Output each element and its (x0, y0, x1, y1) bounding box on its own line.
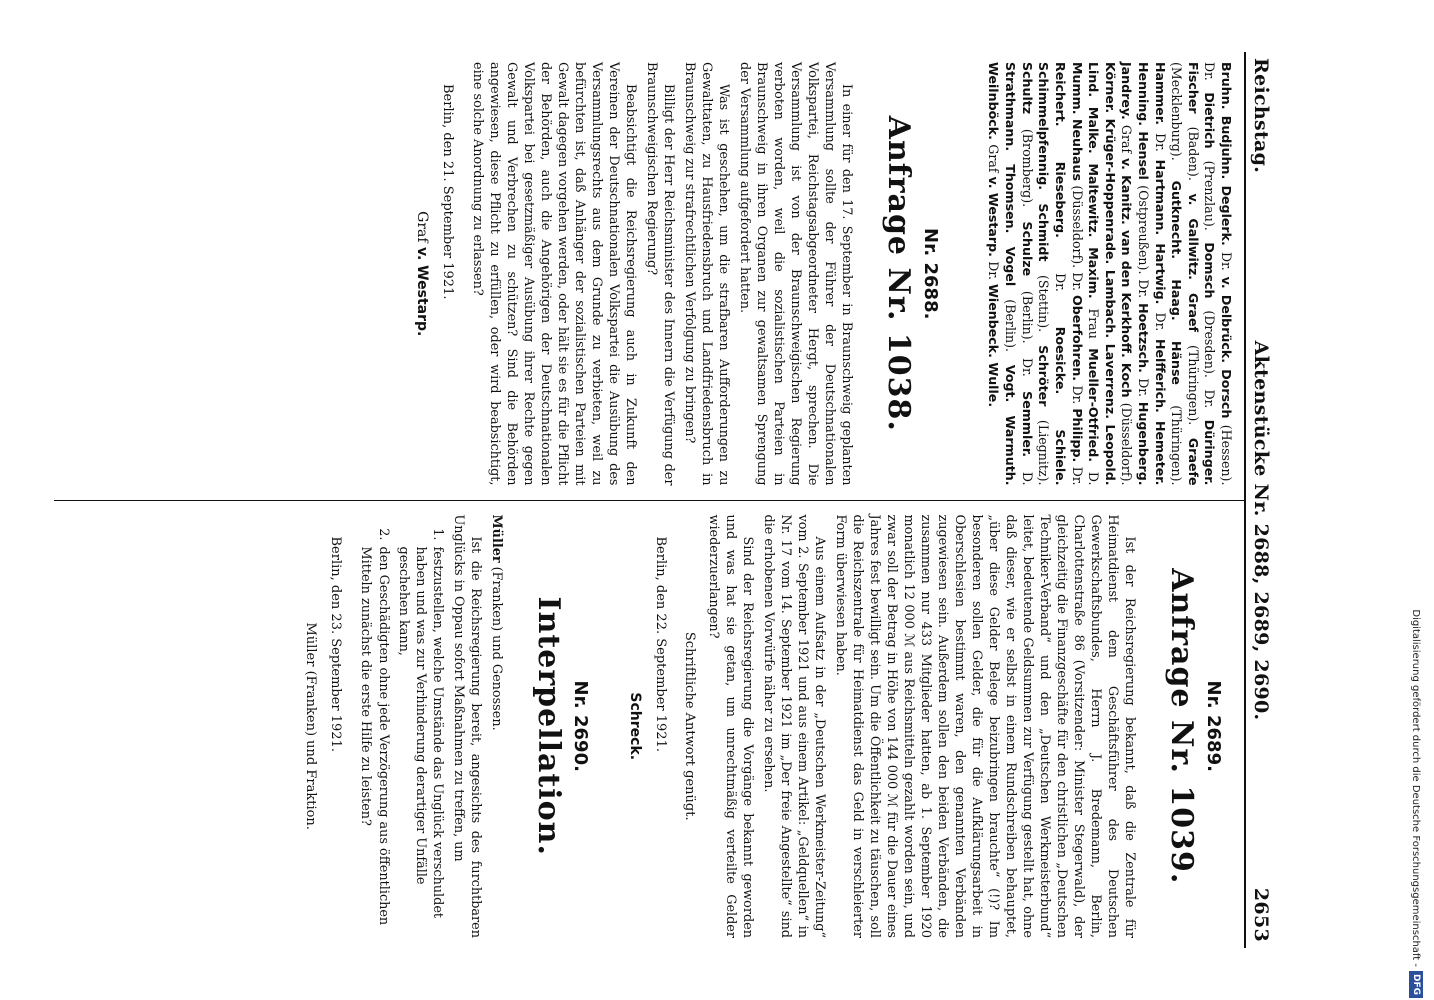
signatory-qualifier: Dr. (1069, 385, 1085, 409)
signatory-name: Körner. (1102, 62, 1118, 119)
signatory-name: Jandrey. (1119, 62, 1135, 125)
signatory-name: Hemeter. (1152, 420, 1168, 486)
paragraph: Ist die Reichsregierung bereit, angesichts des furchtbaren Unglücks in Oppau sofort Maßnahmen zu treffen, um (450, 514, 483, 938)
list-number: 1. (429, 528, 445, 541)
signatory-name: Schimmelpfennig. (1036, 62, 1052, 204)
paragraph: Aus einem Aufsatz in der „Deutschen Werkmeister-Zeitung“ vom 2. September 1921 und aus einem Artikel: „Geldquellen“ in Nr. 17 vom 14. September 1921 im „Der freie Angestellte“ sind die erhobenen Vorwürfe näher zu ersehen. (760, 514, 827, 938)
signatory-name: Bruhn. (1219, 62, 1234, 116)
signatory-name: Mumm. (1069, 62, 1085, 119)
signatory-qualifier: (Berlin). (1003, 299, 1019, 365)
doc-number-2688: Nr. 2688. (919, 228, 941, 320)
signatory-name: Hartmann. (1152, 159, 1168, 244)
signatory-qualifier: Dr. (1152, 133, 1168, 160)
signatory-name: Hoetzsch. (1135, 303, 1151, 379)
signatory-name: Hensel (1135, 131, 1151, 186)
signatory-name: v. Kanitz. (1119, 157, 1135, 230)
signatory-name: Haag. (1169, 279, 1185, 341)
signatory-name: Vogt. (1003, 364, 1019, 416)
signatory-name: Schröter (1036, 345, 1052, 420)
signatory-qualifier: (Bromberg). (1019, 128, 1035, 222)
signatory-qualifier: Dr. (1202, 62, 1218, 93)
signatory-name: Krüger-Hoppenrade. (1102, 118, 1118, 270)
signatory-name: Wulle. (986, 362, 1002, 408)
signatory-name: Helfferich. (1152, 338, 1168, 421)
memo: Schriftliche Antwort genügt. (681, 631, 697, 821)
signatory-name: Warmuth. (1003, 415, 1019, 486)
signatory-name: Weilnböck. (986, 62, 1002, 145)
doc-title-1038: Anfrage Nr. 1038. (880, 115, 916, 432)
list-text: festzustellen, welche Umstände das Unglück verschuldet haben und was zur Verhinderung derartiger Unfälle geschehen kann, (395, 546, 445, 919)
signatory-qualifier: (Mecklenburg). (1169, 62, 1185, 181)
signatory-name: Neuhaus (1069, 118, 1085, 186)
signature-prefix: Graf (413, 211, 430, 247)
doc-title-1039: Anfrage Nr. 1039. (1164, 568, 1199, 885)
signatory-name: Schmidt (1036, 203, 1052, 275)
signatory-name: Maxim. (1086, 247, 1102, 309)
signatory-name: Mueller-Otfried. (1086, 348, 1102, 472)
signatory-qualifier: Dr. (1135, 378, 1151, 402)
header-rule (1244, 52, 1246, 948)
signatory-name: Graef (1185, 292, 1201, 346)
signatory-qualifier: (Thüringen). (1169, 405, 1185, 486)
signatory-name: Laverrenz. (1102, 343, 1118, 425)
signatory-name: Deglerk. (1219, 185, 1234, 253)
signatory-name: Fischer (1185, 62, 1201, 127)
signatory-name: Malke. (1086, 106, 1102, 164)
signatory-name: v. Delbrück. (1219, 276, 1234, 370)
signatory-name: Philipp. (1069, 408, 1085, 467)
signatory-qualifier: (Berlin). (1019, 290, 1035, 359)
signatory-qualifier: Dr. (1202, 389, 1218, 420)
intro-name: Müller (488, 514, 504, 563)
signatory-name: Lind. (1086, 62, 1102, 107)
signatory-name: Dietrich (1202, 92, 1218, 161)
signatory-qualifier: (Düsseldorf). (1119, 402, 1135, 486)
signatory-name: Graefe (1185, 437, 1201, 486)
header-center: Aktenstücke Nr. 2688, 2689, 2690. (1250, 340, 1272, 721)
signatory-qualifier: Dr. (986, 261, 1002, 285)
signatory-qualifier: (Düsseldorf). (1069, 185, 1085, 273)
page-header (1246, 48, 1272, 952)
signatory-qualifier: Dr. (1069, 466, 1085, 486)
document-page (0, 30, 1280, 970)
dateline: Berlin, den 21. September 1921. (439, 84, 455, 300)
signature: Müller (Franken) und Fraktion. (303, 622, 319, 830)
signatory-name: Gutknecht. (1169, 180, 1185, 280)
signatory-name: Hartwig. (1152, 243, 1168, 313)
signatory-name: Hänse (1169, 340, 1185, 406)
paragraph: Ist der Reichsregierung bekannt, daß die Zentrale für Heimatdienst dem Geschäftsführer des Deutschen Gewerkschaftsbundes, Herrn J. Bredemann, Berlin, Charlottenstraße 86 (Vorsitzender: Minister Stegerwald), der gleichzeitig die Finanzgeschäfte für den christlichen „Deutschen Techniker-Verband“ und den „Deutschen Werkmeisterbund“ leitet, bedeutende Geldsummen zur Verfügung gestellt hat, ohne daß dieser, wie er selbst in einem Rundschreiben behauptet, „über diese Gelder Belege beizubringen brauchte“ (!)? Im besonderen sollen Gelder, die für die Aufklärungsarbeit in Oberschlesien bestimmt waren, den genannten Verbänden zugewiesen sein. Außerdem sollen den beiden Verbänden, die zusammen nur 433 Mitglieder hatten, ab 1. September 1920 monatlich 12 000 ℳ aus Reichsmitteln gezahlt worden sein, und zwar soll der Betrag in Höhe von 144 000 ℳ für die Dauer eines Jahres fest bewilligt sein. Um die Öffentlichkeit zu täuschen, soll die Reichszentrale für Heimatdienst das Geld in verschleierter Form überwiesen haben. (832, 514, 1137, 938)
signature (414, 62, 430, 486)
signatory-qualifier: Dr. (1135, 279, 1151, 304)
signatory-name: Roesicke. (1052, 326, 1068, 430)
signature (627, 515, 643, 939)
signatory-name: v. Westarp. (986, 176, 1002, 262)
signatory-qualifier: Dr. (1152, 312, 1168, 339)
paragraph: Sind der Reichsregierung die Vorgänge bekannt geworden und was hat sie getan, um unrechtmäßig verteilte Gelder wiederzuerlangen? (705, 514, 755, 938)
doc-title-interpellation: Interpellation. (530, 596, 566, 856)
signatory-qualifier: (Thüringen). (1185, 345, 1201, 438)
list-number: 2. (375, 528, 391, 541)
signatory-qualifier: Graf (1119, 124, 1135, 158)
left-column (54, 48, 1244, 501)
signature-name: v. Westarp. (413, 247, 430, 337)
signatory-qualifier: (Liegnitz). (1036, 419, 1052, 486)
signatory-name: Vogel (1003, 246, 1019, 300)
signatory-qualifier: (Hessen). (1219, 424, 1234, 486)
signatory-list (985, 62, 1234, 486)
doc-number-2690: Nr. 2690. (569, 680, 591, 772)
signatory-name: Reichert. (1052, 62, 1068, 162)
signatory-qualifier: Dr. (1219, 252, 1234, 277)
signatory-qualifier: D. (1086, 471, 1102, 486)
signatory-name: Strathmann. (1003, 62, 1019, 165)
signatory-name: Domsch (1202, 242, 1218, 311)
digitization-credit (1408, 8, 1424, 998)
intro-line (488, 515, 505, 939)
paragraph: In einer für den 17. September in Braunschweig geplanten Versammlung sollte der Führer der Deutschnationalen Volkspartei, Reichstagsabgeordneter Hergt, sprechen. Die Versammlung ist von der Braunschweigischen Regierung verboten worden, weil die sozialistischen Parteien in Braunschweig in ihren Organen zur gewaltsamen Sprengung der Versammlung aufgefordert hatten. (736, 62, 854, 486)
signatory-name: Oberfohren. (1069, 295, 1085, 386)
signatory-name: Schiele. (1052, 429, 1068, 486)
signature-name: Schreck. (626, 692, 643, 761)
signatory-qualifier: (Prenzlau). (1202, 160, 1218, 243)
signatory-name: Dorsch (1219, 369, 1234, 425)
signatory-name: Koch (1119, 362, 1135, 403)
signatory-qualifier: (Ostpreußen). (1135, 185, 1151, 280)
paragraph: Billigt der Herr Reichsminister des Innern die Verfügung der Braunschweigischen Regierung? (643, 62, 676, 486)
signatory-name: Maltewitz. (1086, 163, 1102, 248)
intro-rest: (Franken) und Genossen. (488, 562, 504, 731)
signatory-name: Rieseberg. (1052, 161, 1068, 274)
signatory-qualifier: D. (1019, 471, 1035, 486)
dateline: Berlin, den 23. September 1921. (328, 536, 344, 752)
page-number: 2653 (1250, 887, 1272, 942)
signatory-name: Henning. (1135, 62, 1151, 132)
signatory-name: Hugenberg. (1135, 401, 1151, 486)
signatory-qualifier: Dr. (1019, 358, 1035, 392)
signatory-name: v. Gallwitz. (1185, 193, 1201, 293)
signatory-qualifier: (Dresden). (1202, 310, 1218, 390)
right-column (54, 501, 1244, 953)
numbered-list (357, 515, 445, 939)
paragraph: Was ist geschehen, um die strafbaren Aufforderungen zu Gewalttaten, zu Hausfriedensbruch und Landfriedensbruch in Braunschweig zur strafrechtlichen Verfolgung zu bringen? (681, 62, 731, 486)
signatory-qualifier: Graf (986, 144, 1002, 177)
signatory-qualifier: Dr. (1052, 273, 1068, 327)
signatory-name: Thomsen. (1003, 164, 1019, 247)
header-left: Reichstag. (1250, 58, 1272, 174)
signatory-name: Schulze (1019, 221, 1035, 291)
signatory-name: van den Kerkhoff. (1119, 229, 1135, 363)
doc-number-2689: Nr. 2689. (1203, 680, 1224, 772)
signatory-name: Semmler. (1019, 391, 1035, 472)
columns (54, 48, 1244, 952)
signatory-name: Leopold. (1102, 424, 1118, 486)
credit-text: Digitalisierung gefördert durch die Deutsche Forschungsgemeinschaft - (1410, 609, 1422, 967)
list-item (357, 515, 391, 939)
paragraph: Beabsichtigt die Reichsregierung auch in Zukunft den Vereinen der Deutschnationalen Volkspartei die Ausübung des Versammlungsrechts aus dem Grunde zu verbieten, weil zu befürchten ist, daß Anhänger der sozialistischen Parteien mit Gewalt dagegen vorgehen werden, oder hält sie es für die Pflicht der Behörden, auch die Angehörigen der Deutschnationalen Volkspartei bei gesetzmäßiger Ausübung ihrer Rechte gegen Gewalt und Verbrechen zu schützen? Sind die Behörden angewiesen, diese Pflicht zu erfüllen, oder wird beabsichtigt, eine solche Anordnung zu erlassen? (469, 62, 638, 486)
signatory-qualifier: Dr. (1069, 272, 1085, 296)
dfg-logo: DFG (1409, 971, 1423, 998)
signatory-name: Budjuhn. (1219, 115, 1234, 186)
signatory-qualifier: (Stettin). (1036, 274, 1052, 346)
signatory-name: Schultz (1019, 62, 1035, 129)
signatory-name: Wienbeck. (986, 284, 1002, 363)
list-text: den Geschädigten ohne jede Verzögerung aus öffentlichen Mitteln zunächst die erste Hilfe zu leisten? (358, 546, 391, 926)
signatory-qualifier: Frau (1086, 308, 1102, 349)
signatory-name: Hammer. (1152, 62, 1168, 134)
signatory-name: Lambach. (1102, 269, 1118, 344)
list-item (395, 515, 446, 939)
dateline: Berlin, den 22. September 1921. (652, 536, 668, 752)
signatory-name: Düringer. (1202, 419, 1218, 486)
signatory-qualifier: (Baden). (1185, 126, 1201, 194)
